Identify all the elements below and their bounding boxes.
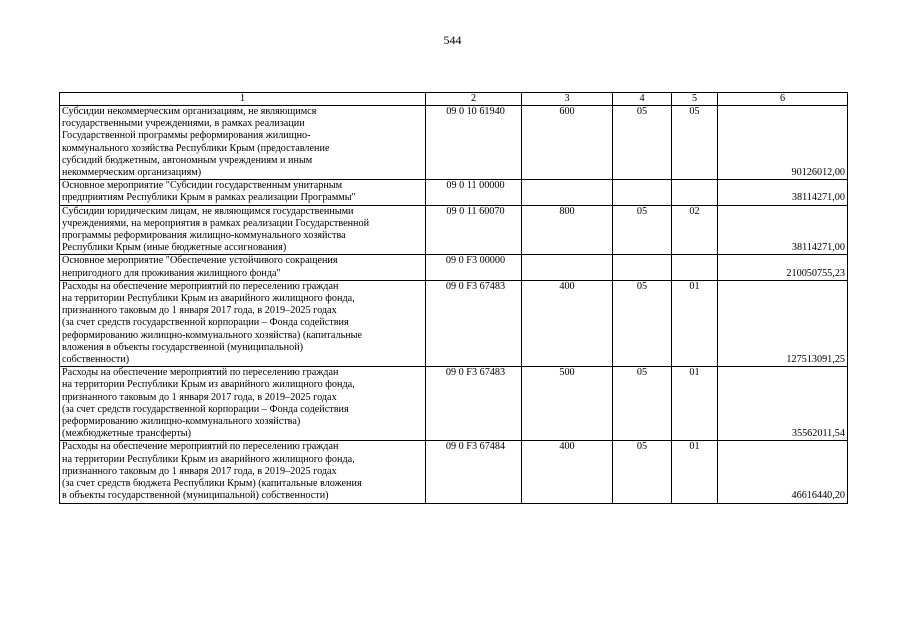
row-description-cell: Расходы на обеспечение мероприятий по переселению граждан на территории Республики Крым из аварийного жилищного фонда, признанного таковым до 1 января 2017 года, в 2019–2025 годах (за счет средств государственной корпорации – Фонда содействия реформированию жилищно-коммунального хозяйства) (межбюджетные трансферты)	[60, 367, 426, 441]
column-header: 1	[60, 93, 426, 106]
row-amount-cell: 90126012,00	[718, 106, 848, 180]
row-amount-cell: 127513091,25	[718, 280, 848, 366]
row-amount-cell: 46616440,20	[718, 441, 848, 503]
row-amount-cell: 210050755,23	[718, 255, 848, 280]
table-row	[60, 205, 848, 255]
row-expense-type-cell	[522, 180, 613, 205]
row-code-cell: 09 0 10 61940	[426, 106, 522, 180]
row-code-cell: 09 0 F3 67483	[426, 280, 522, 366]
row-description-cell: Субсидии некоммерческим организациям, не являющимся государственными учреждениями, в рамках реализации Государственной программы реформирования жилищно- коммунального хозяйства Республики Крым (предоставление субсидий бюджетным, автономным учреждениям и иным некоммерческим организациям)	[60, 106, 426, 180]
column-header: 2	[426, 93, 522, 106]
row-section-cell: 05	[613, 441, 672, 503]
table-row	[60, 367, 848, 441]
row-section-cell: 05	[613, 280, 672, 366]
budget-table	[59, 92, 848, 504]
row-code-cell: 09 0 11 00000	[426, 180, 522, 205]
table-row	[60, 180, 848, 205]
row-description-cell: Расходы на обеспечение мероприятий по переселению граждан на территории Республики Крым из аварийного жилищного фонда, признанного таковым до 1 января 2017 года, в 2019–2025 годах (за счет средств государственной корпорации – Фонда содействия реформированию жилищно-коммунального хозяйства) (капитальные вложения в объекты государственной (муниципальной) собственности)	[60, 280, 426, 366]
row-code-cell: 09 0 F3 67483	[426, 367, 522, 441]
row-subsection-cell	[672, 180, 718, 205]
column-header: 4	[613, 93, 672, 106]
page-number: 544	[443, 33, 462, 47]
row-expense-type-cell: 400	[522, 441, 613, 503]
row-subsection-cell: 05	[672, 106, 718, 180]
table-header-row	[60, 93, 848, 106]
row-expense-type-cell	[522, 255, 613, 280]
row-subsection-cell: 01	[672, 367, 718, 441]
row-amount-cell: 38114271,00	[718, 180, 848, 205]
row-section-cell	[613, 180, 672, 205]
table-row	[60, 441, 848, 503]
row-section-cell: 05	[613, 205, 672, 255]
row-expense-type-cell: 500	[522, 367, 613, 441]
row-description-cell: Основное мероприятие "Субсидии государственным унитарным предприятиям Республики Крым в рамках реализации Программы"	[60, 180, 426, 205]
row-subsection-cell: 01	[672, 441, 718, 503]
row-expense-type-cell: 400	[522, 280, 613, 366]
row-subsection-cell: 01	[672, 280, 718, 366]
table-row	[60, 255, 848, 280]
row-description-cell: Основное мероприятие "Обеспечение устойчивого сокращения непригодного для проживания жилищного фонда"	[60, 255, 426, 280]
row-section-cell: 05	[613, 367, 672, 441]
row-expense-type-cell: 800	[522, 205, 613, 255]
row-subsection-cell	[672, 255, 718, 280]
row-code-cell: 09 0 11 60070	[426, 205, 522, 255]
row-code-cell: 09 0 F3 00000	[426, 255, 522, 280]
row-section-cell: 05	[613, 106, 672, 180]
row-description-cell: Расходы на обеспечение мероприятий по переселению граждан на территории Республики Крым из аварийного жилищного фонда, признанного таковым до 1 января 2017 года, в 2019–2025 годах (за счет средств бюджета Республики Крым) (капитальные вложения в объекты государственной (муниципальной) собственности)	[60, 441, 426, 503]
column-header: 5	[672, 93, 718, 106]
table-row	[60, 280, 848, 366]
table-row	[60, 106, 848, 180]
row-code-cell: 09 0 F3 67484	[426, 441, 522, 503]
column-header: 3	[522, 93, 613, 106]
row-amount-cell: 35562011,54	[718, 367, 848, 441]
row-subsection-cell: 02	[672, 205, 718, 255]
row-expense-type-cell: 600	[522, 106, 613, 180]
row-description-cell: Субсидии юридическим лицам, не являющимся государственными учреждениями, на мероприятия в рамках реализации Государственной программы реформирования жилищно-коммунального хозяйства Республики Крым (иные бюджетные ассигнования)	[60, 205, 426, 255]
row-amount-cell: 38114271,00	[718, 205, 848, 255]
row-section-cell	[613, 255, 672, 280]
column-header: 6	[718, 93, 848, 106]
